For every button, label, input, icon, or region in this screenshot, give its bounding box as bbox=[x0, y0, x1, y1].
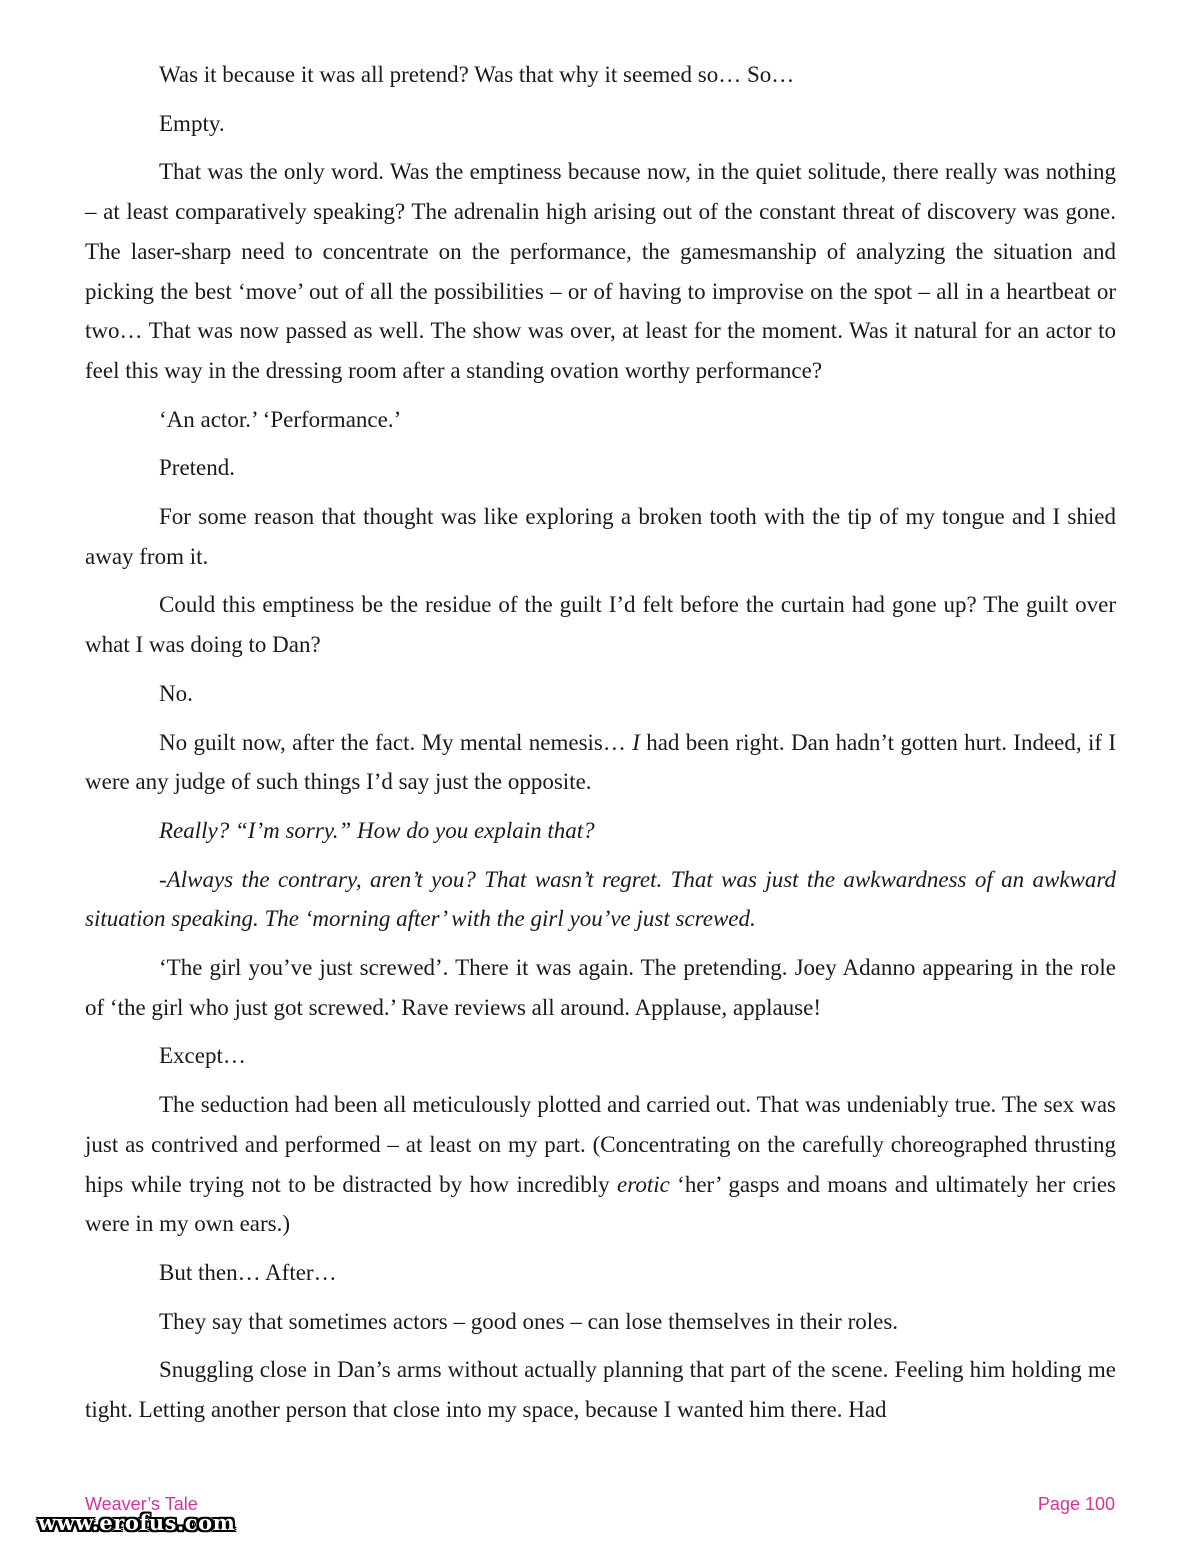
watermark: www.erofus.com bbox=[38, 1510, 236, 1535]
paragraph-7: Could this emptiness be the residue of the guilt I’d felt before the curtain had gone up? The guilt over what I was doing to Dan? bbox=[85, 592, 1116, 658]
paragraph-9 bbox=[85, 723, 1116, 802]
paragraph-2: Empty. bbox=[159, 110, 225, 136]
paragraph-9-part-1: No guilt now, after the fact. My mental nemesis… bbox=[159, 729, 633, 755]
paragraph-10-italic: Really? “I’m sorry.” How do you explain that? bbox=[159, 817, 595, 843]
paragraph-14-part-1: The seduction had been all meticulously plotted and carried out. That was undeniably true. The sex was just as contrived and performed – at least on my part. (Concentrating on the carefully choreographed thrusting hips while trying not to be distracted by how incredibly bbox=[85, 1092, 1116, 1197]
paragraph-13: Except… bbox=[159, 1043, 246, 1069]
paragraph-17: Snuggling close in Dan’s arms without actually planning that part of the scene. Feeling him holding me tight. Letting another person that close into my space, because I wanted him there. Had bbox=[85, 1357, 1116, 1423]
paragraph-4: ‘An actor.’ ‘Performance.’ bbox=[159, 406, 402, 432]
paragraph-1: Was it because it was all pretend? Was that why it seemed so… So… bbox=[159, 62, 795, 87]
paragraph-5: Pretend. bbox=[159, 455, 236, 481]
paragraph-15: But then… After… bbox=[159, 1259, 337, 1285]
paragraph-12: ‘The girl you’ve just screwed’. There it was again. The pretending. Joey Adanno appearing in the role of ‘the girl who just got screwed.’ Rave reviews all around. Applause, applause! bbox=[85, 955, 1116, 1020]
paragraph-8: No. bbox=[159, 680, 193, 706]
paragraph-16: They say that sometimes actors – good ones – can lose themselves in their roles. bbox=[159, 1308, 899, 1334]
paragraph-14-part-2: ‘her’ gasps and moans and ultimately her cries were in my own ears.) bbox=[85, 1171, 1116, 1237]
paragraph-14 bbox=[85, 1085, 1116, 1244]
paragraph-6: For some reason that thought was like exploring a broken tooth with the tip of my tongue and I shied away from it. bbox=[85, 504, 1116, 569]
paragraph-9-part-2: had been right. Dan hadn’t gotten hurt. Indeed, if I were any judge of such things I’d say just the opposite. bbox=[85, 729, 1116, 795]
paragraph-14-emphasis: erotic bbox=[617, 1171, 670, 1197]
paragraph-3: That was the only word. Was the emptiness because now, in the quiet solitude, there really was nothing – at least comparatively speaking? The adrenalin high arising out of the constant threat of discovery was gone. The laser-sharp need to concentrate on the performance, the gamesmanship of analyzing the situation and picking the best ‘move’ out of all the possibilities – or of having to improvise on the spot – all in a heartbeat or two… That was now passed as well. The show was over, at least for the moment. Was it natural for an actor to feel this way in the dressing room after a standing ovation worthy performance? bbox=[85, 159, 1116, 383]
paragraph-9-emphasis: I bbox=[632, 729, 640, 755]
footer-book-title: Weaver’s Tale bbox=[85, 1494, 198, 1514]
paragraph-11-italic: -Always the contrary, aren’t you? That wasn’t regret. That was just the awkwardness of an awkward situation speaking. The ‘morning after’ with the girl you’ve just screwed. bbox=[85, 866, 1116, 932]
page-body bbox=[85, 55, 1116, 1439]
footer-page-number: Page 100 bbox=[1037, 1494, 1115, 1514]
